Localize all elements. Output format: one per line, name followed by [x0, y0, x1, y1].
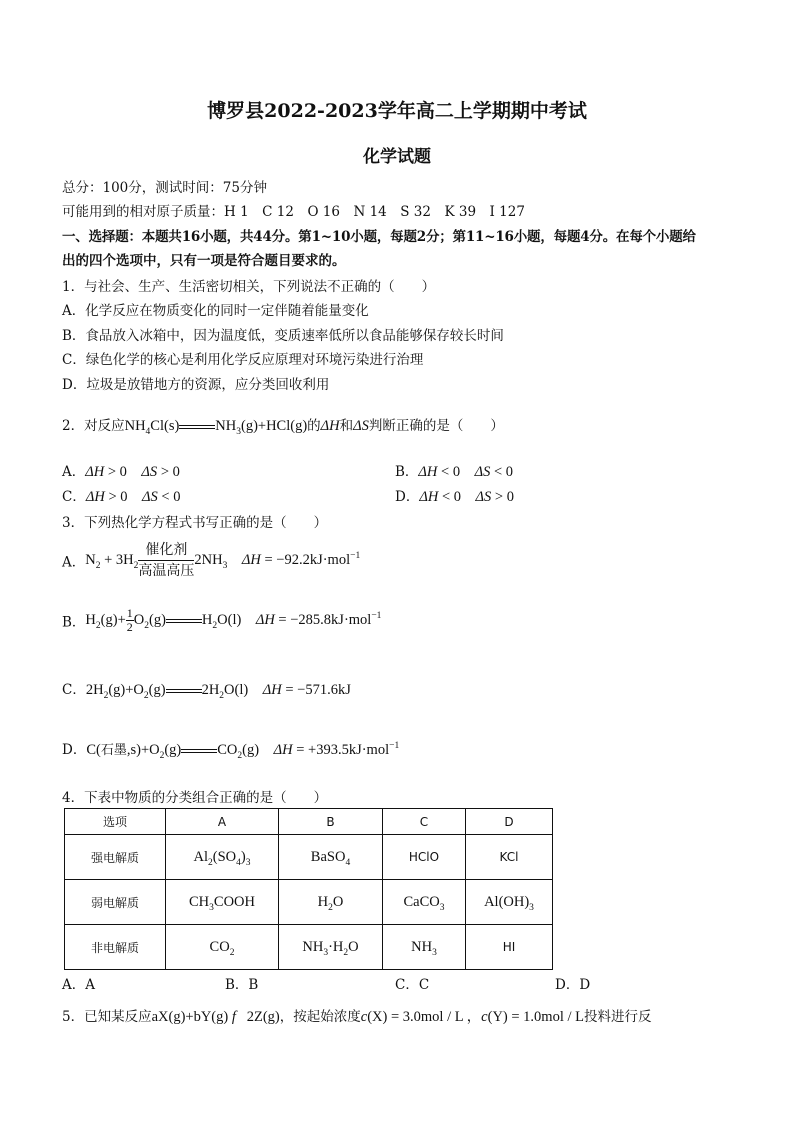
- table-header-cell: C: [383, 809, 466, 835]
- q3-option-a: A．$N_2 + 3H_2$ 催化剂 高温高压 $2NH_3$ ΔH = −92.2kJ·mol$^{-1}$: [62, 542, 361, 579]
- table-cell: $CH_3COOH$: [166, 880, 279, 925]
- table-row: [65, 835, 553, 880]
- q1-option-b: B．食品放入冰箱中，因为温度低，变质速率低所以食品能够保存较长时间: [62, 328, 504, 344]
- q2-suffix-2: 判断正确的是（ ）: [368, 418, 504, 434]
- q3-dh-a: −92.2kJ: [276, 552, 323, 568]
- q2-option-c: C．ΔH > 0 ΔS < 0: [62, 489, 181, 505]
- q2-stem: [62, 414, 504, 435]
- atomic-mass-info: 可能用到的相对原子质量：H 1 C 12 O 16 N 14 S 32 K 39 I 127: [62, 204, 525, 220]
- q3-catalyst-label: 催化剂: [138, 540, 194, 561]
- table-header-cell: D: [466, 809, 553, 835]
- table-row: [65, 925, 553, 970]
- table-row: [65, 880, 553, 925]
- table-cell: $NH_3$: [383, 925, 466, 970]
- table-header-row: [65, 809, 553, 835]
- q2-suffix-1: 的: [307, 418, 321, 434]
- table-row-label: 强电解质: [65, 835, 166, 880]
- q3-dh-b: −285.8kJ: [290, 612, 344, 628]
- q2-option-a: A．ΔH > 0 ΔS > 0: [62, 464, 180, 480]
- table-cell: $NH_3\cdot H_2O$: [279, 925, 383, 970]
- table-cell: KCl: [466, 835, 553, 880]
- table-cell: BaSO$_4$: [279, 835, 383, 880]
- exam-subtitle: 化学试题: [363, 147, 431, 167]
- q1-option-c: C．绿色化学的核心是利用化学反应原理对环境污染进行治理: [62, 352, 424, 368]
- q5-tail: 投料进行反: [583, 1009, 652, 1025]
- q5-prefix: 5．已知某反应: [62, 1009, 152, 1025]
- q3-dh-c: −571.6kJ: [297, 682, 351, 698]
- q4-answer-b: B．B: [225, 977, 259, 993]
- table-header-cell: A: [166, 809, 279, 835]
- table-header-cell: B: [279, 809, 383, 835]
- q3-condition-label: 高温高压: [138, 563, 195, 579]
- q4-stem: 4．下表中物质的分类组合正确的是（ ）: [62, 790, 328, 806]
- table-cell: $Al_2(SO_4)_3$: [166, 835, 279, 880]
- exam-title: 博罗县2022-2023学年高二上学期期中考试: [207, 100, 587, 122]
- table-cell: CaCO$_3$: [383, 880, 466, 925]
- section-heading-line2: 出的四个选项中，只有一项是符合题目要求的。: [62, 253, 346, 269]
- q2-option-d: D．ΔH < 0 ΔS > 0: [395, 489, 514, 505]
- table-header-cell: 选项: [65, 809, 166, 835]
- q3-option-b: B．$H_2(g)+$ $\frac{1}{2}$ $O_2(g)$ $H_2O(l)$ ΔH = −285.8kJ·mol$^{-1}$: [62, 606, 382, 634]
- q3-option-c: C．$2H_2(g)+O_2(g)$ $2H_2O(l)$ ΔH = −571.6kJ: [62, 682, 351, 701]
- q5-mid: ，按起始浓度: [279, 1009, 361, 1025]
- section-heading-line1: 一、选择题：本题共16小题，共44分。第1~10小题，每题2分；第11~16小题，每题4分。在每个小题给: [62, 229, 696, 245]
- q2-prefix: 2．对反应: [62, 418, 125, 434]
- q3-stem: 3．下列热化学方程式书写正确的是（ ）: [62, 515, 328, 531]
- table-cell: $CO_2$: [166, 925, 279, 970]
- q2-option-b: B．ΔH < 0 ΔS < 0: [395, 464, 514, 480]
- q1-option-d: D．垃圾是放错地方的资源，应分类回收利用: [62, 377, 330, 393]
- q5-stem: 5．已知某反应aX(g)+bY(g) f 2Z(g)，按起始浓度c(X) = 3.0mol / L ，c(Y) = 1.0mol / L投料进行反: [62, 1009, 652, 1025]
- q3-option-d: D．C(石墨$,s)+O_2(g)$ $CO_2(g)$ ΔH = +393.5kJ·mol$^{-1}$: [62, 741, 400, 761]
- q2-dh-symbol: ΔH: [320, 418, 340, 434]
- score-time-info: 总分：100分，测试时间：75分钟: [62, 180, 267, 196]
- table-row-label: 非电解质: [65, 925, 166, 970]
- q1-option-a: A．化学反应在物质变化的同时一定伴随着能量变化: [62, 303, 369, 319]
- q2-and: 和: [339, 418, 354, 434]
- classification-table: [64, 808, 553, 970]
- q3-dh-d: +393.5kJ: [308, 742, 362, 758]
- table-cell: HClO: [383, 835, 466, 880]
- table-cell: $Al(OH)_3$: [466, 880, 553, 925]
- table-cell: $H_2O$: [279, 880, 383, 925]
- q4-answer-a: A．A: [62, 977, 95, 993]
- q2-reaction: $NH_4Cl(s)$ $NH_3(g)+HCl(g)$: [124, 418, 308, 437]
- table-row-label: 弱电解质: [65, 880, 166, 925]
- q4-answer-d: D．D: [555, 977, 591, 993]
- q1-stem: 1．与社会、生产、生活密切相关，下列说法不正确的（ ）: [62, 279, 436, 295]
- table-cell: HI: [466, 925, 553, 970]
- q4-answer-c: C．C: [395, 977, 430, 993]
- q3-graphite: 石墨: [100, 743, 127, 758]
- q2-ds-symbol: ΔS: [353, 418, 369, 434]
